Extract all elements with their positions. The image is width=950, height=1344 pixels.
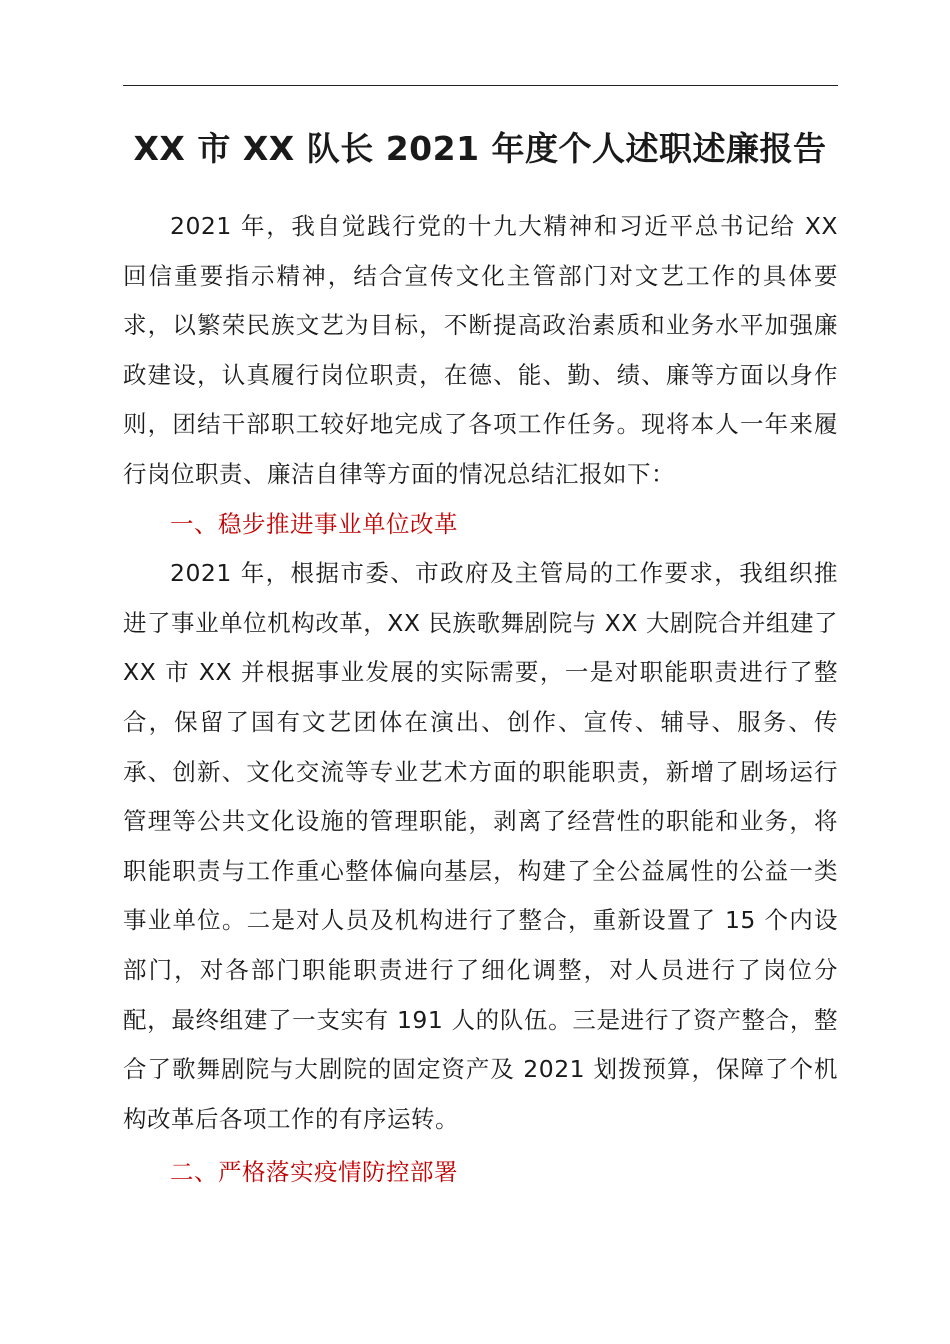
section-heading-1: 一、稳步推进事业单位改革 [170,509,458,538]
document-body [123,202,838,1198]
intro-paragraph: 2021 年，我自觉践行党的十九大精神和习近平总书记给 XX 回信重要指示精神，结合宣传文化主管部门对文艺工作的具体要求，以繁荣民族文艺为目标，不断提高政治素质和业务水平加强廉政建设，认真履行岗位职责，在德、能、勤、绩、廉等方面以身作则，团结干部职工较好地完成了各项工作任务。现将本人一年来履行岗位职责、廉洁自律等方面的情况总结汇报如下： [123,212,838,488]
document-title: XX 市 XX 队长 2021 年度个人述职述廉报告 [133,129,827,168]
header-rule [123,85,838,86]
section-body-1: 2021 年，根据市委、市政府及主管局的工作要求，我组织推进了事业单位机构改革，XX 民族歌舞剧院与 XX 大剧院合并组建了 XX 市 XX 并根据事业发展的实际需要，一是对职能职责进行了整合，保留了国有文艺团体在演出、创作、宣传、辅导、服务、传承、创新、文化交流等专业艺术方面的职能职责，新增了剧场运行管理等公共文化设施的管理职能，剥离了经营性的职能和业务，将职能职责与工作重心整体偏向基层，构建了全公益属性的公益一类事业单位。二是对人员及机构进行了整合，重新设置了 15 个内设部门，对各部门职能职责进行了细化调整，对人员进行了岗位分配，最终组建了一支实有 191 人的队伍。三是进行了资产整合，整合了歌舞剧院与大剧院的固定资产及 2021 划拨预算，保障了个机构改革后各项工作的有序运转。 [123,559,838,1133]
section-heading-2: 二、严格落实疫情防控部署 [170,1158,458,1187]
